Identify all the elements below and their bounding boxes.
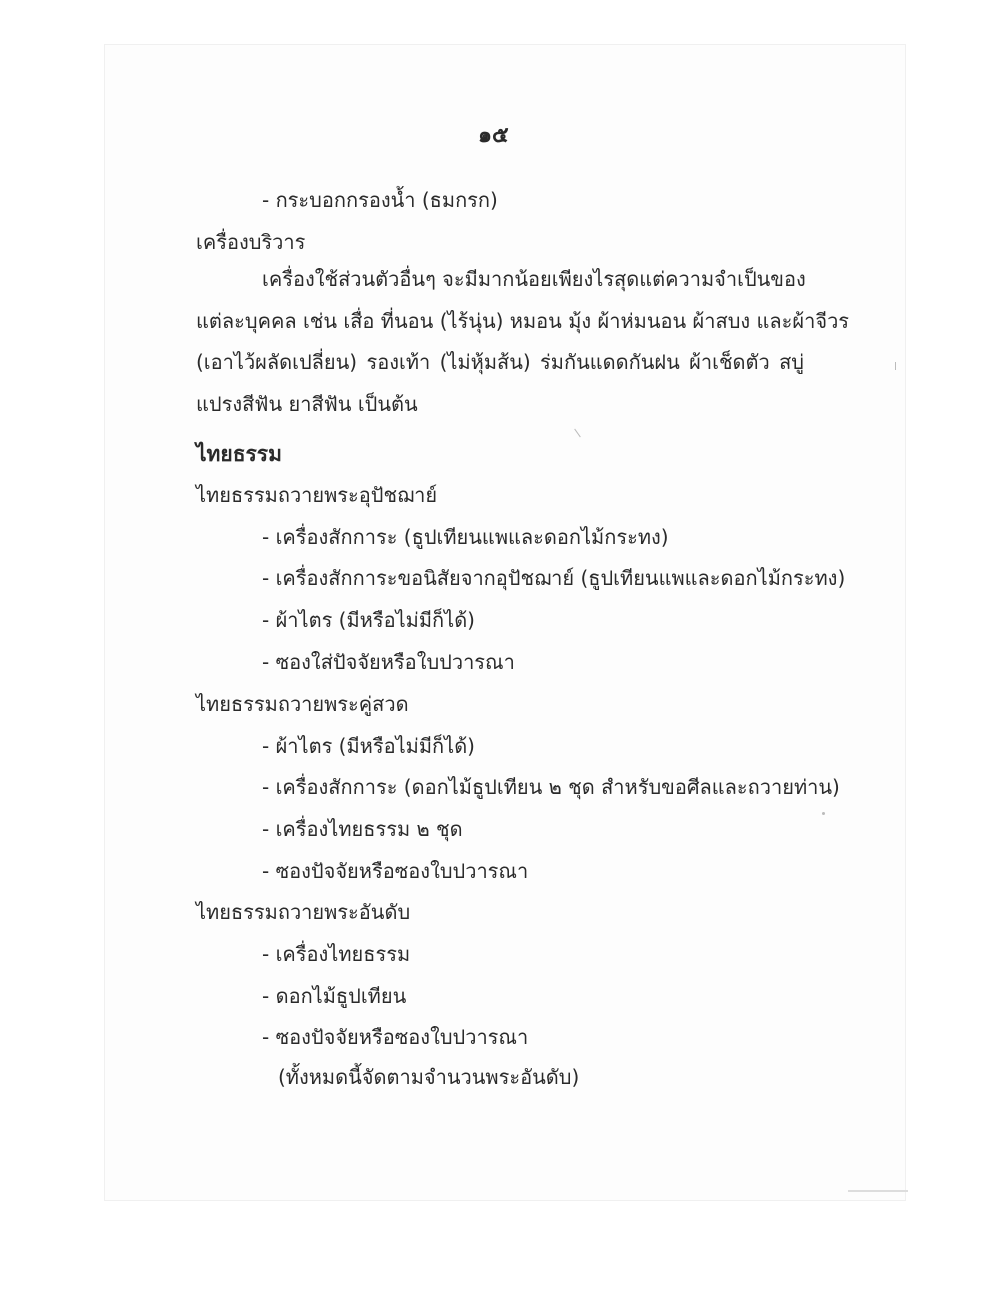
list-item: - เครื่องไทยธรรม ๒ ชุด: [262, 817, 463, 841]
list-item: - ผ้าไตร (มีหรือไม่มีก็ได้): [262, 734, 475, 758]
list-item-water-filter: - กระบอกกรองน้ำ (ธมกรก): [262, 188, 498, 212]
list-item: - ผ้าไตร (มีหรือไม่มีก็ได้): [262, 608, 475, 632]
paragraph-line-1: เครื่องใช้ส่วนตัวอื่นๆ จะมีมากน้อยเพียงไรสุดแต่ความจำเป็นของ: [262, 267, 806, 291]
scan-speck: [848, 1190, 908, 1192]
page-number: ๑๕: [478, 123, 509, 148]
section-heading-personal-items: เครื่องบริวาร: [196, 230, 306, 254]
list-item: - ซองปัจจัยหรือซองใบปวารณา: [262, 1025, 529, 1049]
paragraph-line-2: แต่ละบุคคล เช่น เสื่อ ที่นอน (ไร้นุ่น) หมอน มุ้ง ผ้าห่มนอน ผ้าสบง และผ้าจีวร: [196, 309, 850, 333]
subsection-heading-attending-monks: ไทยธรรมถวายพระอันดับ: [196, 900, 411, 924]
list-item: - เครื่องสักการะ (ธูปเทียนแพและดอกไม้กระทง): [262, 525, 669, 549]
list-item: - เครื่องสักการะขอนิสัยจากอุปัชฌาย์ (ธูปเทียนแพและดอกไม้กระทง): [262, 566, 846, 590]
scan-speck: [895, 362, 896, 370]
list-item: - ซองใส่ปัจจัยหรือใบปวารณา: [262, 650, 515, 674]
paragraph-line-4: แปรงสีฟัน ยาสีฟัน เป็นต้น: [196, 392, 418, 416]
scan-speck: [574, 429, 581, 438]
list-item-note: (ทั้งหมดนี้จัดตามจำนวนพระอันดับ): [278, 1065, 580, 1089]
section-title-offerings: ไทยธรรม: [196, 442, 282, 466]
list-item: - เครื่องไทยธรรม: [262, 942, 411, 966]
paragraph-line-3: (เอาไว้ผลัดเปลี่ยน) รองเท้า (ไม่หุ้มส้น) ร่มกันแดดกันฝน ผ้าเช็ดตัว สบู่: [196, 350, 804, 374]
subsection-heading-preceptor: ไทยธรรมถวายพระอุปัชฌาย์: [196, 483, 438, 507]
scan-speck: [822, 812, 825, 815]
list-item: - ซองปัจจัยหรือซองใบปวารณา: [262, 859, 529, 883]
list-item: - เครื่องสักการะ (ดอกไม้ธูปเทียน ๒ ชุด สำหรับขอศีลและถวายท่าน): [262, 775, 840, 799]
subsection-heading-ordination-pair: ไทยธรรมถวายพระคู่สวด: [196, 692, 409, 716]
list-item: - ดอกไม้ธูปเทียน: [262, 984, 407, 1008]
